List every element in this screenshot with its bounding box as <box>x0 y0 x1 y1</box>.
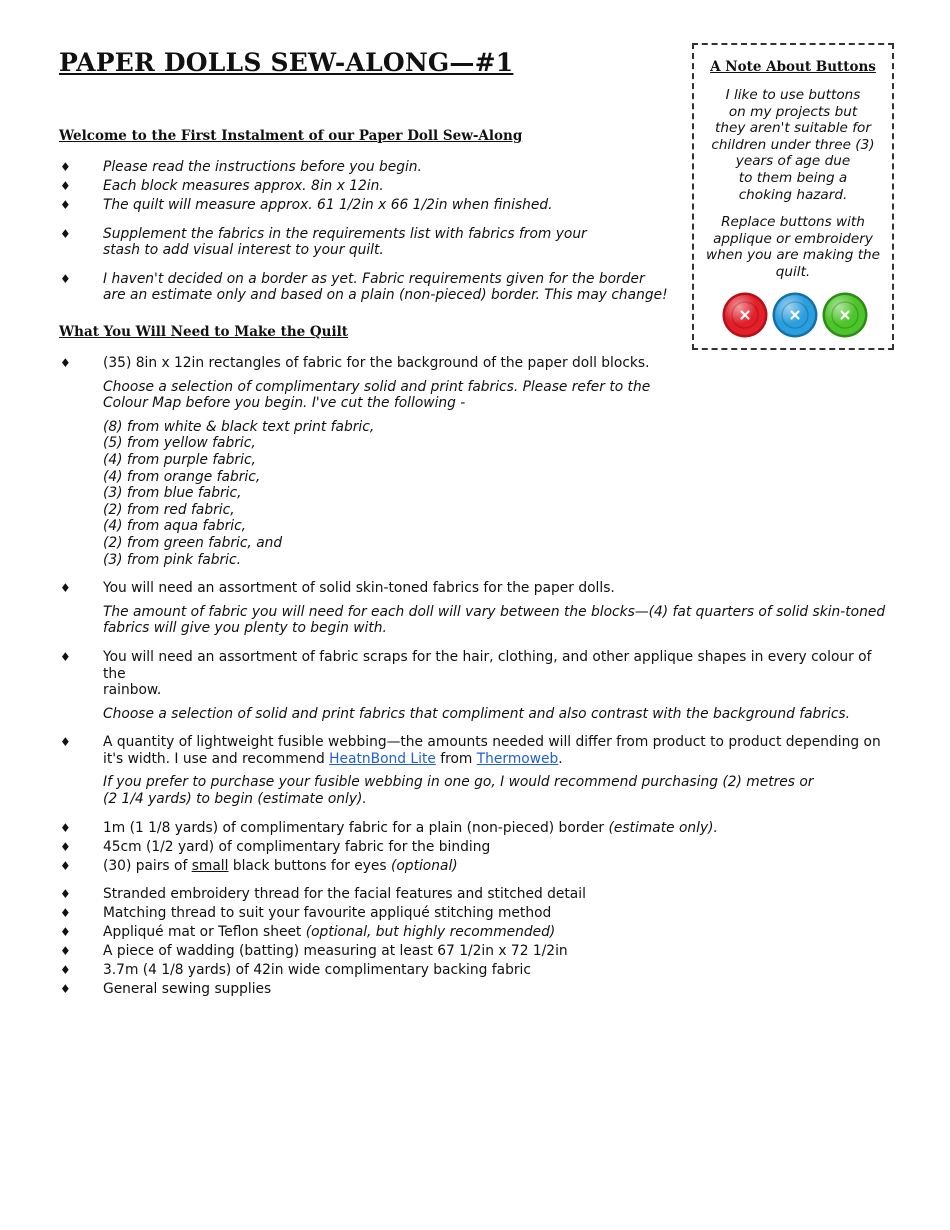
heatnbond-link[interactable]: HeatnBond Lite <box>329 750 436 767</box>
item-text: I haven't decided on a border as yet. Fabric requirements given for the border <box>103 270 645 287</box>
list-item: ♦ 3.7m (4 1/8 yards) of 42in wide complimentary backing fabric <box>60 961 531 978</box>
list-item: ♦ 1m (1 1/8 yards) of complimentary fabric for a plain (non-pieced) border (estimate only). <box>60 819 718 836</box>
diamond-bullet-icon: ♦ <box>60 905 71 920</box>
list-item <box>0 580 893 637</box>
blue-button-icon <box>773 293 818 338</box>
item-note: The amount of fabric you will need for each doll will vary between the blocks—(4) fat quarters of solid skin-toned fabrics will give you plenty to begin with. <box>103 603 886 637</box>
thermoweb-link[interactable]: Thermoweb <box>476 750 559 767</box>
diamond-bullet-icon: ♦ <box>60 178 71 193</box>
list-item: ♦ (30) pairs of small black buttons for eyes (optional) <box>60 857 458 874</box>
diamond-bullet-icon: ♦ <box>60 981 71 996</box>
green-button-icon <box>823 293 868 338</box>
requirements-list <box>0 355 893 997</box>
diamond-bullet-icon: ♦ <box>60 356 71 370</box>
diamond-bullet-icon: ♦ <box>60 649 71 664</box>
diamond-bullet-icon: ♦ <box>60 924 71 939</box>
diamond-bullet-icon: ♦ <box>60 858 71 873</box>
requirements-heading: What You Will Need to Make the Quilt <box>59 324 348 340</box>
item-text: A quantity of lightweight fusible webbing—the amounts needed will differ from product to product depending on <box>103 734 881 751</box>
diamond-bullet-icon: ♦ <box>60 820 71 835</box>
note-title: A Note About Buttons <box>710 59 876 75</box>
list-item: ♦ General sewing supplies <box>60 980 272 997</box>
item-text: Each block measures approx. 8in x 12in. <box>103 177 384 194</box>
list-item: ♦ 45cm (1/2 yard) of complimentary fabric for the binding <box>60 838 491 855</box>
list-item: ♦ Matching thread to suit your favourite appliqué stitching method <box>60 904 552 921</box>
list-item: ♦ A quantity of lightweight fusible webbing—the amounts needed will differ from product to product depending on it's width. I use and recommend HeatnBond Lite from Thermoweb. If you prefer to purchase your fusible webbing in one go, I would recommend purchasing (2) metres or (2 1/4 yards) to begin (estimate only). <box>0 734 893 807</box>
item-text: You will need an assortment of fabric scraps for the hair, clothing, and other applique shapes in every colour of the <box>103 648 872 682</box>
diamond-bullet-icon: ♦ <box>60 943 71 958</box>
diamond-bullet-icon: ♦ <box>60 839 71 854</box>
item-note: Choose a selection of solid and print fabrics that compliment and also contrast with the background fabrics. <box>103 705 850 722</box>
item-text: (35) 8in x 12in rectangles of fabric for the background of the paper doll blocks. <box>103 355 650 371</box>
diamond-bullet-icon: ♦ <box>60 226 71 241</box>
list-item: ♦ Appliqué mat or Teflon sheet (optional, but highly recommended) <box>60 923 556 940</box>
item-text: Supplement the fabrics in the requirements list with fabrics from your <box>103 225 587 242</box>
fabric-cuts-list: (8) from white & black text print fabric, (5) from yellow fabric, (4) from purple fabric, (4) from orange fabric, (3) from blue fabric, (2) from red fabric, (4) from aqua fabric, (2) from green fabric, and (3) from pink fabric. <box>103 418 375 568</box>
diamond-bullet-icon: ♦ <box>60 197 71 212</box>
page-title: PAPER DOLLS SEW-ALONG—#1 <box>59 48 514 77</box>
item-note: If you prefer to purchase your fusible webbing in one go, I would recommend purchasing (2) metres or (2 1/4 yards) to begin (estimate only). <box>103 774 814 808</box>
item-text: rainbow. <box>103 682 162 699</box>
item-text: it's width. I use and recommend <box>103 750 330 767</box>
note-paragraph: I like to use buttons on my projects but they aren't suitable for children under three (3) years of age due to them being a choking hazard. <box>711 87 875 203</box>
item-text: Please read the instructions before you begin. <box>103 159 422 175</box>
list-item: ♦ Stranded embroidery thread for the facial features and stitched detail <box>60 885 586 902</box>
diamond-bullet-icon: ♦ <box>60 962 71 977</box>
item-text: stash to add visual interest to your quilt. <box>103 242 384 259</box>
diamond-bullet-icon: ♦ <box>60 886 71 901</box>
item-note: Choose a selection of complimentary solid and print fabrics. Please refer to the Colour Map before you begin. I've cut the following - <box>103 378 651 412</box>
item-text: The quilt will measure approx. 61 1/2in x 66 1/2in when finished. <box>103 196 553 213</box>
buttons-note-box <box>692 43 894 350</box>
list-item <box>0 355 893 568</box>
list-item <box>0 649 893 722</box>
item-text: are an estimate only and based on a plain (non-pieced) border. This may change! <box>103 287 668 304</box>
welcome-heading: Welcome to the First Instalment of our Paper Doll Sew-Along <box>59 128 523 144</box>
diamond-bullet-icon: ♦ <box>60 160 71 174</box>
red-button-icon <box>723 293 768 338</box>
buttons-illustration <box>721 291 871 339</box>
diamond-bullet-icon: ♦ <box>60 581 71 596</box>
item-text: You will need an assortment of solid skin-toned fabrics for the paper dolls. <box>103 580 615 597</box>
diamond-bullet-icon: ♦ <box>60 271 71 286</box>
diamond-bullet-icon: ♦ <box>60 735 71 750</box>
note-paragraph: Replace buttons with applique or embroidery when you are making the quilt. <box>705 214 881 280</box>
list-item: ♦ A piece of wadding (batting) measuring at least 67 1/2in x 72 1/2in <box>60 942 568 959</box>
